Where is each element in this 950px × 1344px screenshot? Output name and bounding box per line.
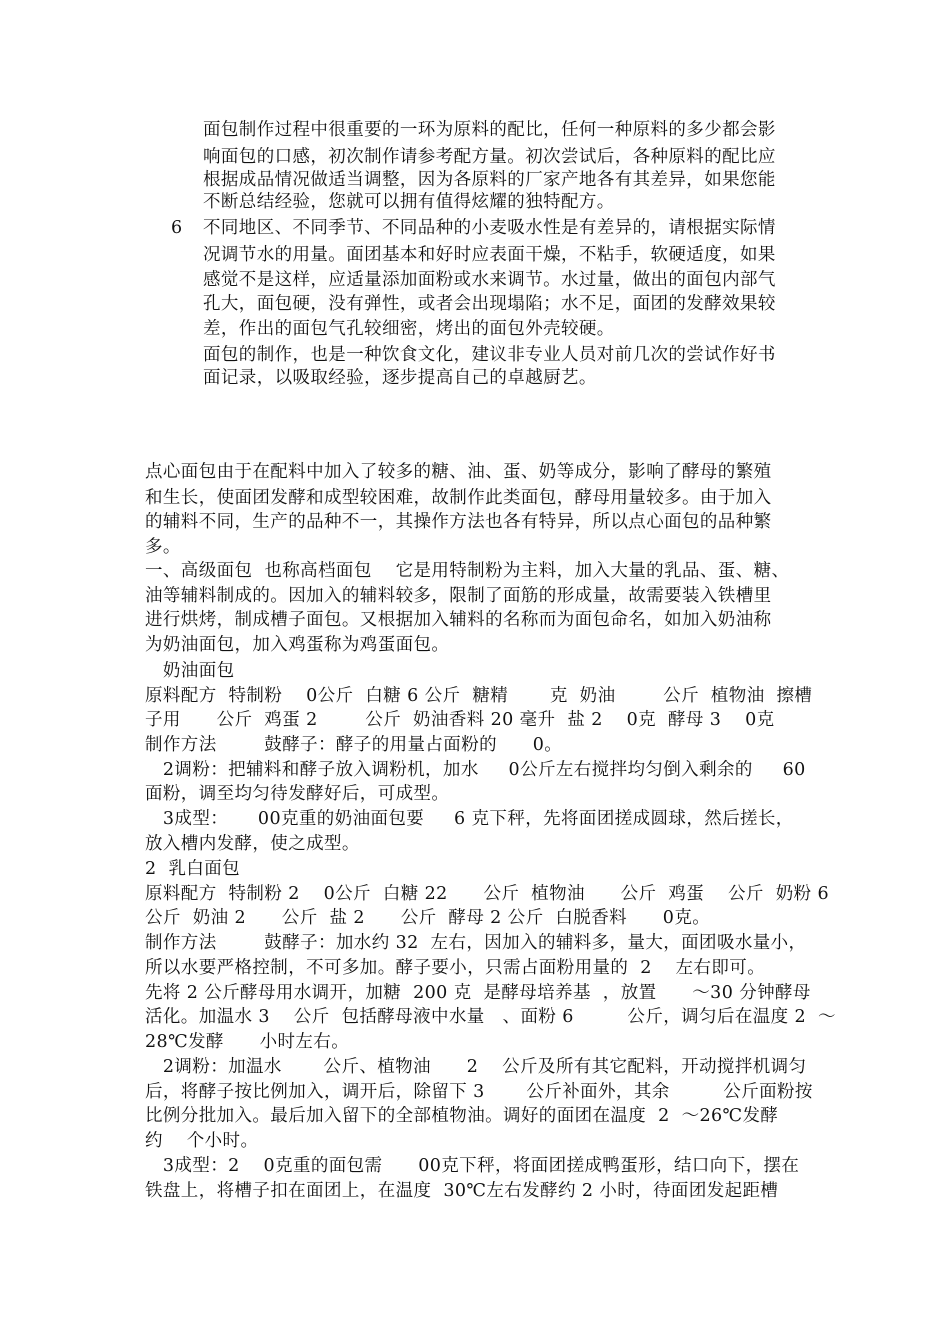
- text-line: 28℃发酵 小时左右。: [145, 1032, 350, 1052]
- text-line: 孔大，面包硬，没有弹性，或者会出现塌陷；水不足，面团的发酵效果较: [203, 294, 776, 314]
- text-line: 2调粉：把辅料和酵子放入调粉机，加水 0公斤左右搅拌均匀倒入剩余的 60: [145, 760, 806, 780]
- text-line: 面包的制作，也是一种饮食文化，建议非专业人员对前几次的尝试作好书: [203, 345, 776, 365]
- text-line: 面记录，以吸取经验，逐步提高自己的卓越厨艺。: [203, 368, 597, 388]
- list-item-number: 6: [171, 218, 183, 238]
- text-line: 面包制作过程中很重要的一环为原料的配比，任何一种原料的多少都会影: [203, 120, 776, 140]
- text-line: 制作方法 鼓酵子：加水约 32 左右，因加入的辅料多，量大，面团吸水量小，: [145, 933, 807, 953]
- text-line: 活化。加温水 3 公斤 包括酵母液中水量 、面粉 6 公斤，调匀后在温度 2 ～: [145, 1007, 836, 1027]
- text-line: 3成型： 00克重的奶油面包要 6 克下秤，先将面团搓成圆球，然后搓长，: [145, 809, 794, 829]
- text-line: 原料配方 特制粉 0公斤 白糖 6 公斤 糖精 克 奶油 公斤 植物油 擦槽: [145, 686, 813, 706]
- text-line: 根据成品情况做适当调整，因为各原料的厂家产地各有其差异，如果您能: [203, 170, 776, 190]
- text-line: 多。: [145, 537, 181, 557]
- text-line: 的辅料不同，生产的品种不一，其操作方法也各有特异，所以点心面包的品种繁: [145, 512, 772, 532]
- text-line: 比例分批加入。最后加入留下的全部植物油。调好的面团在温度 2 ～26℃发酵: [145, 1106, 779, 1126]
- text-line: 放入槽内发酵，使之成型。: [145, 834, 360, 854]
- text-line: 3成型：2 0克重的面包需 00克下秤，将面团搓成鸭蛋形，结口向下，摆在: [145, 1156, 800, 1176]
- text-line: 差，作出的面包气孔较细密，烤出的面包外壳较硬。: [203, 319, 615, 339]
- text-line: 况调节水的用量。面团基本和好时应表面干燥，不粘手，软硬适度，如果: [203, 245, 776, 265]
- text-line: 公斤 奶油 2 公斤 盐 2 公斤 酵母 2 公斤 白脱香料 0克。: [145, 908, 711, 928]
- text-line: 面粉，调至均匀待发酵好后，可成型。: [145, 784, 450, 804]
- text-line: 子用 公斤 鸡蛋 2 公斤 奶油香料 20 毫升 盐 2 0克 酵母 3 0克: [145, 710, 775, 730]
- text-line: 和生长，使面团发酵和成型较困难，故制作此类面包，酵母用量较多。由于加入: [145, 488, 772, 508]
- text-line: 先将 2 公斤酵母用水调开，加糖 200 克 是酵母培养基 ，放置 ～30 分钟酵母: [145, 983, 811, 1003]
- text-line: 原料配方 特制粉 2 0公斤 白糖 22 公斤 植物油 公斤 鸡蛋 公斤 奶粉 6: [145, 884, 830, 904]
- text-line: 不断总结经验，您就可以拥有值得炫耀的独特配方。: [203, 192, 615, 212]
- text-line: 油等辅料制成的。因加入的辅料较多，限制了面筋的形成量，故需要装入铁槽里: [145, 586, 772, 606]
- text-line: 制作方法 鼓酵子：酵子的用量占面粉的 0。: [145, 735, 563, 755]
- text-line: 感觉不是这样，应适量添加面粉或水来调节。水过量，做出的面包内部气: [203, 270, 776, 290]
- subheading-line: 2 乳白面包: [145, 859, 241, 879]
- subheading-line: 奶油面包: [145, 661, 235, 681]
- text-line: 为奶油面包，加入鸡蛋称为鸡蛋面包。: [145, 635, 450, 655]
- text-line: 铁盘上，将槽子扣在面团上，在温度 30℃左右发酵约 2 小时，待面团发起距槽: [145, 1181, 779, 1201]
- text-line: 后，将酵子按比例加入，调开后，除留下 3 公斤补面外，其余 公斤面粉按: [145, 1082, 813, 1102]
- text-line: 响面包的口感，初次制作请参考配方量。初次尝试后，各种原料的配比应: [203, 147, 776, 167]
- text-line: 2调粉：加温水 公斤、植物油 2 公斤及所有其它配料，开动搅拌机调匀: [145, 1057, 807, 1077]
- heading-line: 一、高级面包 也称高档面包 它是用特制粉为主料，加入大量的乳品、蛋、糖、: [145, 561, 790, 581]
- text-line: 所以水要严格控制，不可多加。酵子要小，只需占面粉用量的 2 左右即可。: [145, 958, 766, 978]
- text-line: 进行烘烤，制成槽子面包。又根据加入辅料的名称而为面包命名，如加入奶油称: [145, 610, 772, 630]
- text-line: 点心面包由于在配料中加入了较多的糖、油、蛋、奶等成分，影响了酵母的繁殖: [145, 462, 772, 482]
- text-line: 约 个小时。: [145, 1131, 259, 1151]
- text-line: 不同地区、不同季节、不同品种的小麦吸水性是有差异的，请根据实际情: [203, 218, 776, 238]
